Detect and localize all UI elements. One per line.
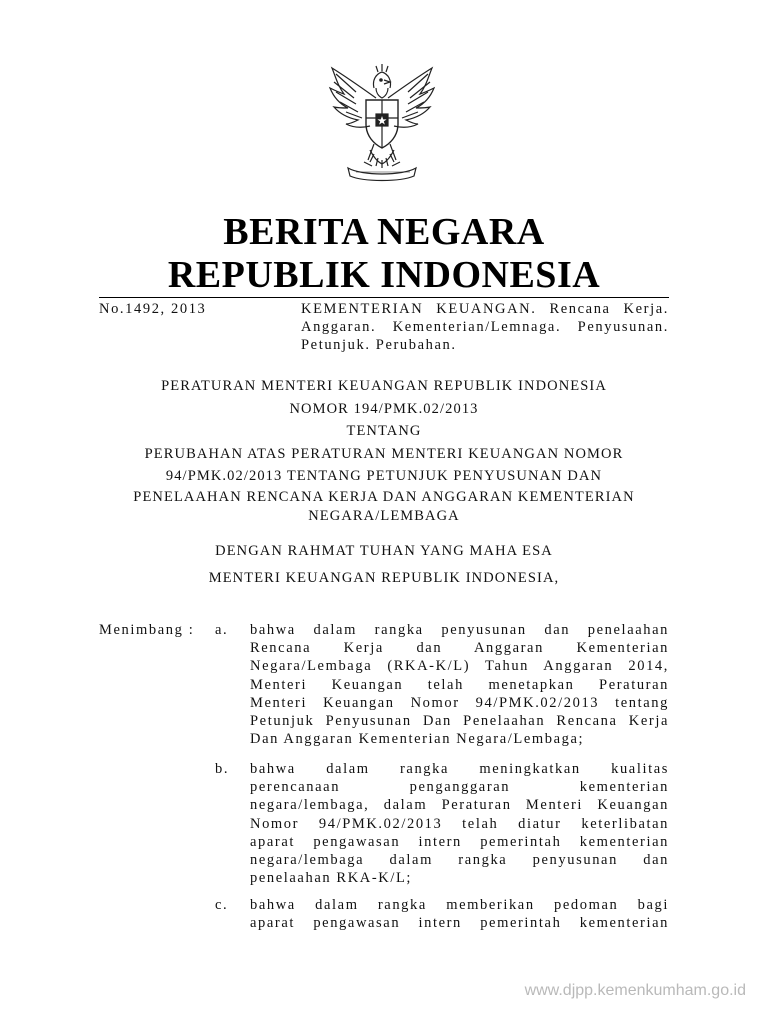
header-divider <box>99 297 669 298</box>
subject-line: Anggaran. Kementerian/Lemnaga. Penyusunan. <box>301 319 669 335</box>
item-line: negara/lembaga, dalam Peraturan Menteri Keuangan <box>250 797 669 814</box>
item-text <box>250 896 669 932</box>
item-line: Dan Anggaran Kementerian Negara/Lembaga; <box>250 731 585 748</box>
regulation-subject-line: 94/PMK.02/2013 TENTANG PETUNJUK PENYUSUNAN DAN <box>165 468 603 484</box>
item-marker: b. <box>215 761 230 777</box>
item-marker: c. <box>215 897 229 913</box>
item-line: Menteri Keuangan Nomor 94/PMK.02/2013 tentang <box>250 694 669 711</box>
garuda-emblem-icon <box>326 58 438 190</box>
item-line: Rencana Kerja dan Anggaran Kementerian <box>250 640 669 657</box>
preamble <box>99 538 669 592</box>
gazette-title: BERITA NEGARA <box>223 211 545 253</box>
regulation-subject-line: NEGARA/LEMBAGA <box>308 507 460 524</box>
subject-line: Petunjuk. Perubahan. <box>301 337 457 353</box>
menimbang-label: Menimbang : <box>99 622 195 638</box>
item-line: penelaahan RKA-K/L; <box>250 870 413 887</box>
item-line: bahwa dalam rangka meningkatkan kualitas <box>250 761 669 777</box>
regulation-title: PERATURAN MENTERI KEUANGAN REPUBLIK INDONESIA <box>161 378 607 394</box>
regulation-subject-line: PENELAAHAN RENCANA KERJA DAN ANGGARAN KEMENTERIAN <box>133 488 635 505</box>
item-line: negara/lembaga dalam rangka penyusunan dan <box>250 852 669 869</box>
regulation-heading <box>99 375 669 526</box>
item-marker: a. <box>215 622 229 638</box>
item-line: Petunjuk Penyusunan Dan Penelaahan Rencana Kerja <box>250 713 669 730</box>
regulation-subject-line: PERUBAHAN ATAS PERATURAN MENTERI KEUANGAN NOMOR <box>144 445 624 462</box>
subject-line: KEMENTERIAN KEUANGAN. Rencana Kerja. <box>301 301 669 317</box>
item-text <box>250 760 669 887</box>
regulation-about: TENTANG <box>346 423 422 439</box>
item-line: bahwa dalam rangka penyusunan dan penelaahan <box>250 622 669 638</box>
item-line: Menteri Keuangan telah menetapkan Peraturan <box>250 676 669 693</box>
gazette-subtitle: REPUBLIK INDONESIA <box>167 254 601 296</box>
item-line: bahwa dalam rangka memberikan pedoman bagi <box>250 897 669 913</box>
preamble-line: MENTERI KEUANGAN REPUBLIK INDONESIA, <box>208 570 560 586</box>
item-line: aparat pengawasan intern pemerintah kementerian <box>250 915 669 932</box>
regulation-number: NOMOR 194/PMK.02/2013 <box>289 400 479 417</box>
item-line: aparat pengawasan intern pemerintah kementerian <box>250 833 669 850</box>
item-line: Nomor 94/PMK.02/2013 telah diatur keterlibatan <box>250 815 669 832</box>
item-text <box>250 621 669 748</box>
preamble-line: DENGAN RAHMAT TUHAN YANG MAHA ESA <box>215 543 553 559</box>
gazette-subject <box>301 300 669 354</box>
item-line: Negara/Lembaga (RKA-K/L) Tahun Anggaran 2014, <box>250 658 669 675</box>
gazette-number: No.1492, 2013 <box>99 301 207 317</box>
item-line: perencanaan penganggaran kementerian <box>250 779 669 796</box>
source-watermark-link[interactable]: www.djpp.kemenkumham.go.id <box>524 982 746 999</box>
